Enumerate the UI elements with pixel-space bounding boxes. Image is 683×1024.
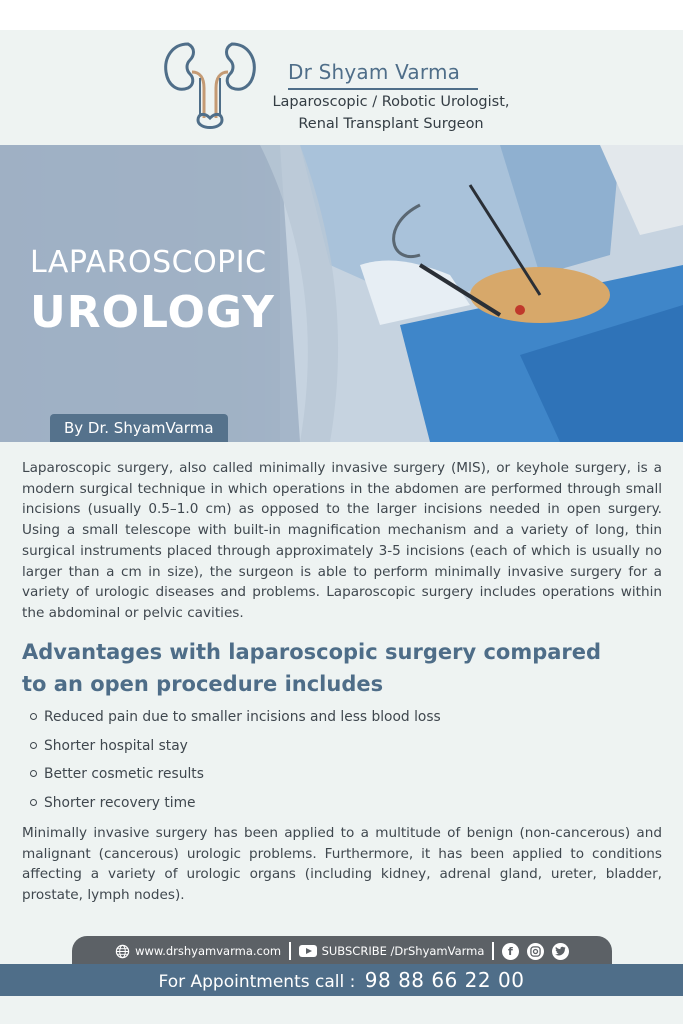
phone-number[interactable]: 98 88 66 22 00 — [364, 968, 525, 992]
facebook-icon[interactable]: f — [502, 943, 519, 960]
hero-banner — [0, 145, 683, 442]
doctor-title-line2: Renal Transplant Surgeon — [298, 116, 484, 132]
kidney-logo-icon — [160, 38, 260, 138]
name-underline — [288, 88, 478, 90]
website-link[interactable] — [115, 944, 281, 959]
appointment-label: For Appointments call : — [158, 972, 356, 992]
appointment-bar — [0, 964, 683, 996]
instagram-glyph-icon — [530, 946, 541, 957]
list-item — [30, 793, 650, 822]
advantages-heading — [22, 636, 662, 700]
social-bar — [72, 936, 612, 966]
outro-paragraph: Minimally invasive surgery has been applied to a multitude of benign (non-cancerous) and malignant (cancerous) urologic problems. Furthermore, it has been applied to conditions affecting a variety of urologic organs (including kidney, adrenal gland, ureter, bladder, prostate, lymph nodes). — [22, 825, 662, 904]
intro-paragraph: Laparoscopic surgery, also called minimally invasive surgery (MIS), or keyhole surgery, is a modern surgical technique in which operations in the abdomen are performed through small incisions (usually 0.5–1.0 cm) as opposed to the larger incisions needed in open surgery. Using a small telescope with built-in magnification mechanism and a variety of long, thin surgical instruments placed through approximately 3-5 incisions (each of which is usually no larger than a cm in size), the surgeon is able to perform minimally invasive surgery for a variety of urologic diseases and problems. Laparoscopic surgery includes operations within the abdominal or pelvic cavities. — [22, 460, 662, 621]
subscribe-text: SUBSCRIBE /DrShyamVarma — [321, 944, 485, 958]
website-text: www.drshyamvarma.com — [135, 944, 282, 958]
bullet-icon — [30, 713, 37, 720]
twitter-bird-icon — [555, 946, 566, 956]
bullet-icon — [30, 770, 37, 777]
globe-icon — [115, 944, 130, 959]
doctor-title-line1: Laparoscopic / Robotic Urologist, — [272, 94, 510, 110]
hero-title-line2: UROLOGY — [30, 287, 275, 338]
list-item-text: Shorter hospital stay — [44, 737, 188, 754]
doctor-name: Dr Shyam Varma — [288, 60, 461, 84]
bullet-icon — [30, 742, 37, 749]
youtube-icon — [299, 945, 317, 957]
instagram-icon[interactable] — [527, 943, 544, 960]
twitter-icon[interactable] — [552, 943, 569, 960]
youtube-subscribe-link[interactable] — [299, 944, 485, 958]
advantages-list — [30, 707, 650, 821]
advantages-heading-line1: Advantages with laparoscopic surgery compared — [22, 640, 602, 664]
divider — [492, 942, 494, 960]
list-item — [30, 707, 650, 736]
list-item-text: Shorter recovery time — [44, 794, 196, 811]
header — [0, 30, 683, 145]
list-item — [30, 736, 650, 765]
advantages-heading-line2: to an open procedure includes — [22, 672, 384, 696]
list-item — [30, 764, 650, 793]
author-byline: By Dr. ShyamVarma — [50, 414, 228, 442]
divider — [289, 942, 291, 960]
list-item-text: Better cosmetic results — [44, 766, 204, 782]
hero-title-line1: LAPAROSCOPIC — [30, 245, 267, 280]
bullet-icon — [30, 799, 37, 806]
list-item-text: Reduced pain due to smaller incisions and less blood loss — [44, 709, 441, 725]
